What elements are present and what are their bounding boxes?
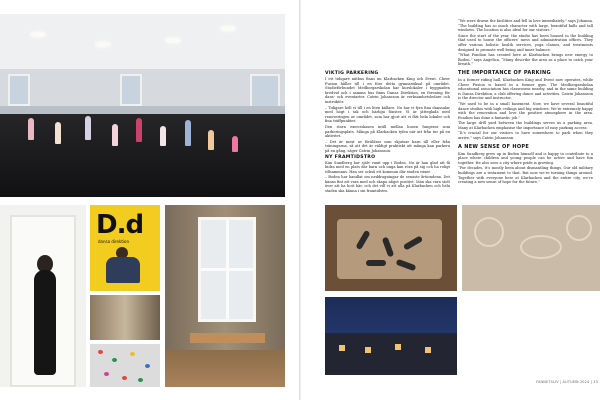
- body-paragraph: “What Fondion has created here at Klarbacken brings new energy to Boden,” says Angelica. “Many describe the area as a place to catch your breath.”: [458, 53, 593, 67]
- building-silhouette: [325, 333, 457, 375]
- body-paragraph: Kim Sundberg grew up in Boden himself and is happy to contribute to a place where children and young people can be active and have fun together. He also sees a city where pride is growing.: [458, 151, 593, 165]
- page-gutter: [299, 0, 301, 400]
- studio-window: [8, 74, 30, 106]
- dancer-figure: [112, 124, 118, 146]
- dancer-figure: [55, 122, 61, 144]
- dancer-figure: [85, 116, 91, 140]
- body-paragraph: “We were drawn the facilities and fell in love immediately,” says Johanna. “The building has so much character with large, beautiful halls and tall windows. The location is also ideal for our visitors.”: [458, 19, 593, 33]
- night-facade-photo: [325, 297, 457, 375]
- woman-at-door-photo: [0, 205, 86, 387]
- seated-person: [106, 257, 140, 283]
- climbing-hold: [98, 350, 103, 354]
- ceiling-light: [30, 32, 46, 37]
- body-paragraph: Kim Sundberg har själv vuxit upp i Boden. Nu är han glad att få bidra med en plats där barn och unga kan röra på sig och ha roligt tillsammans. Han ser också ett kommun där staden växer.: [325, 160, 450, 174]
- body-paragraph: – Det är mest av föräldrar som skjutsar barn till eller från träningarna, så att det är väldigt praktiskt att många kan parkera på en gång, säger Catrin Johansson.: [325, 139, 450, 153]
- climbing-hold: [138, 378, 143, 382]
- overhead-yoga-photo: [325, 205, 457, 291]
- window-transom: [201, 268, 253, 271]
- ceiling-ornament: [520, 235, 562, 259]
- section-heading: VIKTIG PARKERING: [325, 71, 379, 76]
- person-figure: [34, 270, 56, 375]
- lit-window: [425, 347, 431, 353]
- body-paragraph: The large drill yard between the buildings serves as a parking area. Many at Klarbacken emphasise the importance of easy parking access.: [458, 121, 593, 130]
- climbing-hold: [122, 376, 127, 380]
- lit-window: [365, 347, 371, 353]
- lit-window: [395, 344, 401, 350]
- studio-mirror: [0, 106, 285, 114]
- climbing-hold: [145, 364, 150, 368]
- body-paragraph: In a former riding hall, Klarbacken King and Event now operates, while Cheer Fusion is based in a former gym. The Medborgarskolan educational association has classrooms nearby, and in the same building is Dansa Direktion, a club offering dance and activities. Catrin Johansson is the director and instructor.: [458, 77, 593, 101]
- dancer-figure: [160, 126, 166, 146]
- body-paragraph: Den stora exerciskasen intill mellan husen fungerar som parkeringsplats. Många på Klarbacken tyfen när att från tur på en aktivitet.: [325, 124, 450, 139]
- climbing-wall-photo: [90, 344, 160, 387]
- wooden-bench: [190, 333, 265, 343]
- ornamental-ceiling-photo: [462, 205, 600, 291]
- body-paragraph: I ett tidigare nätbus finns nu Klarbacken King och Event. Cheer Fusion håller till i en före detta gymnastiksal på området. Studieförbundet Medborgarskolan har kurslokaler i byggnaden bredvid och i samma hus finns Dansa Direktion, en förening för dans- och eventarter. Catrin Johansson är verksamhetsledare och instruktör.: [325, 77, 450, 104]
- dancer-figure: [28, 118, 34, 140]
- lit-window: [339, 345, 345, 351]
- studio-window: [120, 74, 142, 106]
- lying-person: [366, 260, 386, 266]
- dancer-figure: [136, 118, 142, 142]
- body-paragraph: – Tidigare höll vi till i en liten källare. Nu har vi fyra fina danssalar med högt i tak och härliga fönster. Vi är jätteglada med renoveringen av området, som har gjort att vi fått hela lokaler och fina träffpunkter.: [325, 105, 450, 124]
- hallway-photo: [90, 295, 160, 340]
- section-heading: A NEW SENSE OF HOPE: [458, 143, 530, 150]
- page-footer: FANNETSLIV | AUTUMN 2024 | 33: [536, 380, 598, 384]
- section-heading: NY FRAMTIDSTRO: [325, 154, 376, 160]
- studio-floor: [0, 114, 285, 197]
- dansa-direktion-photo: [90, 205, 160, 291]
- english-text-column: [458, 19, 593, 186]
- studio-ceiling: [0, 14, 285, 69]
- body-paragraph: “It’s crucial for our visitors to have somewhere to park when they arrive,” says Catrin Johansson.: [458, 131, 593, 141]
- dancer-figure: [185, 120, 191, 146]
- body-paragraph: Since the start of the year, the studio has been housed in the building that used to house the officers’ mess and administration offices. They offer various holistic health services, yoga classes, and treatments designed to promote well-being and inner balance.: [458, 33, 593, 52]
- swedish-text-column: [325, 70, 450, 195]
- window-room-photo: [165, 205, 285, 387]
- body-paragraph: – Boden har handlat om neddragningar de senaste årtiondena. Det känns fint att vara med och skapa något positivt. Man ska vara stolt över att ha bott här, och det vill vi att alla på Klarbacken och hela staden ska känna i sin framtidstro.: [325, 175, 450, 194]
- climbing-hold: [112, 358, 117, 362]
- room-floor: [165, 350, 285, 387]
- dd-logo: D.d: [96, 210, 144, 240]
- climbing-hold: [130, 352, 135, 356]
- ceiling-light: [95, 42, 111, 47]
- ceiling-ornament: [566, 215, 592, 241]
- dancer-figure: [208, 130, 214, 150]
- ceiling-light: [165, 38, 181, 43]
- climbing-hold: [104, 372, 109, 376]
- dance-studio-photo: [0, 14, 285, 197]
- body-paragraph: “For decades, it’s mostly been about dismantling things. Our old military buildings are a testament to that. But now we’re turning things around. Together with everyone here at Klarbacken and the entire city, we’re creating a new sense of hope for the future.”: [458, 166, 593, 185]
- dancer-figure: [232, 136, 238, 152]
- room-window: [198, 217, 256, 322]
- body-paragraph: “We used to be in a small basement. Now, we have several beautiful dance studios with high ceilings and big windows. We’re extremely happy with the renovation and love the positive atmosphere in the area. Fondion has done a fantastic job.”: [458, 101, 593, 120]
- dd-logo-subtitle: dansa direktion: [98, 239, 129, 244]
- ceiling-ornament: [474, 217, 504, 247]
- ceiling-light: [220, 26, 236, 31]
- section-heading: THE IMPORTANCE OF PARKING: [458, 69, 551, 76]
